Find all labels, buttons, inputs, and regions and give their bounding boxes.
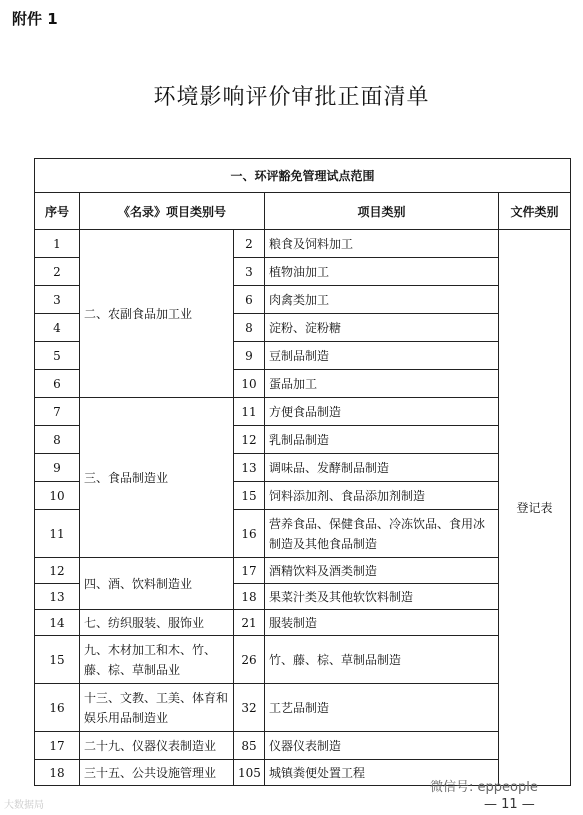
row-item: 调味品、发酵制品制造 xyxy=(265,454,499,482)
row-code: 16 xyxy=(234,510,265,558)
table-row xyxy=(35,610,571,636)
row-code: 18 xyxy=(234,584,265,610)
row-code: 8 xyxy=(234,314,265,342)
row-item: 果菜汁类及其他软饮料制造 xyxy=(265,584,499,610)
row-seq: 14 xyxy=(35,610,80,636)
row-code: 17 xyxy=(234,558,265,584)
row-code: 9 xyxy=(234,342,265,370)
row-seq: 1 xyxy=(35,230,80,258)
row-item: 蛋品加工 xyxy=(265,370,499,398)
row-seq: 13 xyxy=(35,584,80,610)
row-item: 饲料添加剂、食品添加剂制造 xyxy=(265,482,499,510)
industry-category: 十三、文教、工美、体育和娱乐用品制造业 xyxy=(80,684,234,732)
page-title: 环境影响评价审批正面清单 xyxy=(153,85,430,110)
row-item: 仪器仪表制造 xyxy=(265,732,499,760)
column-header-item: 项目类别 xyxy=(265,193,499,230)
row-item: 方便食品制造 xyxy=(265,398,499,426)
row-code: 6 xyxy=(234,286,265,314)
row-seq: 4 xyxy=(35,314,80,342)
row-code: 85 xyxy=(234,732,265,760)
row-code: 15 xyxy=(234,482,265,510)
approval-list-table xyxy=(34,158,571,786)
row-item: 肉禽类加工 xyxy=(265,286,499,314)
row-item: 城镇粪便处置工程 xyxy=(265,760,499,786)
row-item: 工艺品制造 xyxy=(265,684,499,732)
page-number: — 11 — xyxy=(484,797,535,812)
column-header-file-type: 文件类别 xyxy=(499,193,571,230)
industry-category: 九、木材加工和木、竹、藤、棕、草制品业 xyxy=(80,636,234,684)
table-row xyxy=(35,636,571,684)
column-header-code: 《名录》项目类别号 xyxy=(80,193,265,230)
row-code: 12 xyxy=(234,426,265,454)
table-row xyxy=(35,558,571,584)
row-seq: 12 xyxy=(35,558,80,584)
column-header-seq: 序号 xyxy=(35,193,80,230)
row-seq: 8 xyxy=(35,426,80,454)
row-code: 13 xyxy=(234,454,265,482)
row-seq: 3 xyxy=(35,286,80,314)
table-row xyxy=(35,684,571,732)
row-code: 2 xyxy=(234,230,265,258)
row-seq: 6 xyxy=(35,370,80,398)
file-type-cell: 登记表 xyxy=(499,230,571,786)
row-item: 乳制品制造 xyxy=(265,426,499,454)
row-item: 粮食及饲料加工 xyxy=(265,230,499,258)
row-code: 32 xyxy=(234,684,265,732)
watermark-text: 大数据局 xyxy=(4,800,44,811)
row-code: 11 xyxy=(234,398,265,426)
industry-category: 七、纺织服装、服饰业 xyxy=(80,610,234,636)
row-code: 105 xyxy=(234,760,265,786)
row-item: 植物油加工 xyxy=(265,258,499,286)
row-seq: 7 xyxy=(35,398,80,426)
row-seq: 10 xyxy=(35,482,80,510)
row-item: 营养食品、保健食品、冷冻饮品、食用冰制造及其他食品制造 xyxy=(265,510,499,558)
industry-category: 三十五、公共设施管理业 xyxy=(80,760,234,786)
section-title: 一、环评豁免管理试点范围 xyxy=(35,159,571,193)
row-item: 酒精饮料及酒类制造 xyxy=(265,558,499,584)
industry-category: 三、食品制造业 xyxy=(80,398,234,558)
row-seq: 11 xyxy=(35,510,80,558)
attachment-label: 附件 1 xyxy=(12,10,58,28)
row-seq: 17 xyxy=(35,732,80,760)
industry-category: 二、农副食品加工业 xyxy=(80,230,234,398)
row-code: 21 xyxy=(234,610,265,636)
row-seq: 5 xyxy=(35,342,80,370)
row-code: 3 xyxy=(234,258,265,286)
row-item: 淀粉、淀粉糖 xyxy=(265,314,499,342)
industry-category: 四、酒、饮料制造业 xyxy=(80,558,234,610)
wechat-id: 微信号: eppeople xyxy=(430,780,538,795)
row-item: 服装制造 xyxy=(265,610,499,636)
row-seq: 9 xyxy=(35,454,80,482)
table-row xyxy=(35,230,571,258)
row-seq: 18 xyxy=(35,760,80,786)
row-seq: 15 xyxy=(35,636,80,684)
industry-category: 二十九、仪器仪表制造业 xyxy=(80,732,234,760)
row-item: 豆制品制造 xyxy=(265,342,499,370)
row-seq: 16 xyxy=(35,684,80,732)
row-code: 26 xyxy=(234,636,265,684)
table-row xyxy=(35,398,571,426)
row-code: 10 xyxy=(234,370,265,398)
row-seq: 2 xyxy=(35,258,80,286)
table-row xyxy=(35,732,571,760)
row-item: 竹、藤、棕、草制品制造 xyxy=(265,636,499,684)
